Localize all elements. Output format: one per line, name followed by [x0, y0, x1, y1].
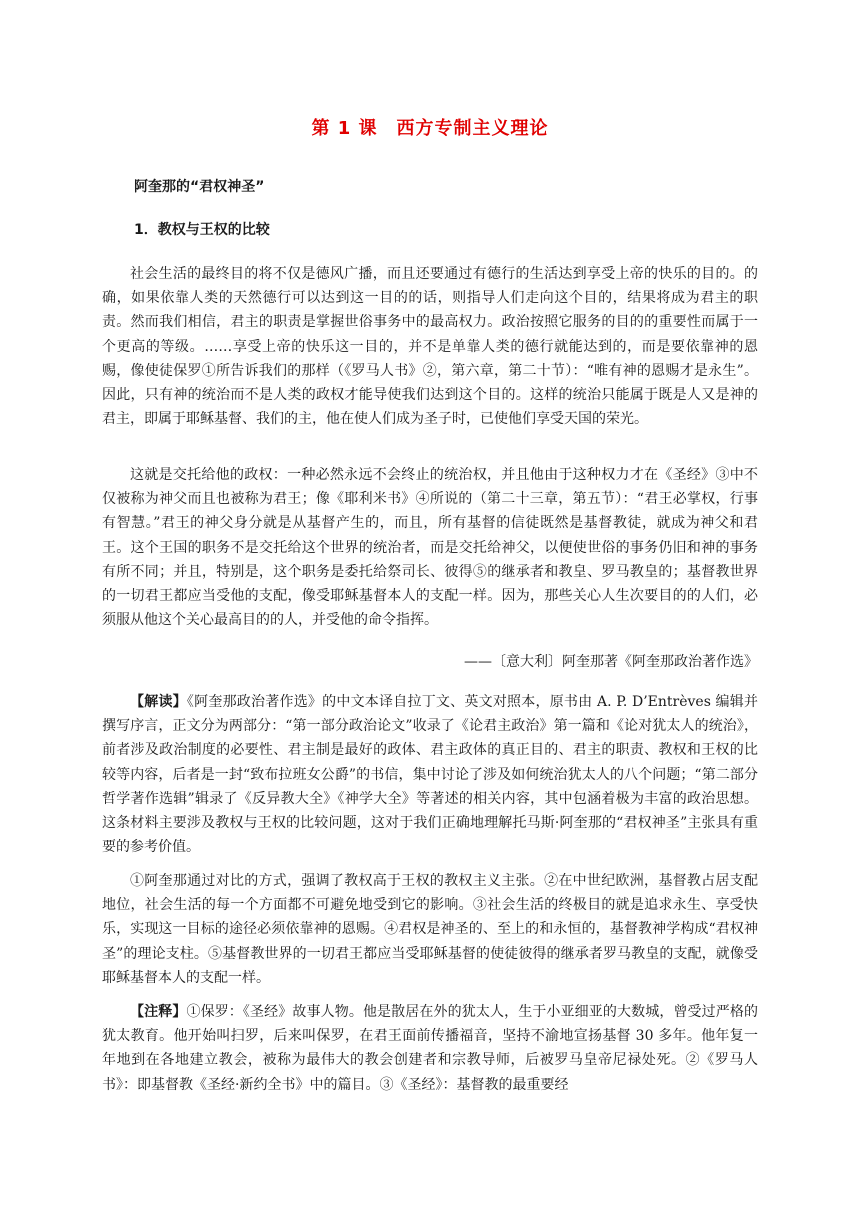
paragraph-1: 社会生活的最终目的将不仅是德风广播，而且还要通过有德行的生活达到享受上帝的快乐的目的。的确，如果依靠人类的天然德行可以达到这一目的的话，则指导人们走向这个目的，结果将成为君主的职责。然而我们相信，君主的职责是掌握世俗事务中的最高权力。政治按照它服务的目的的重要性而属于一个更高的等级。……享受上帝的快乐这一目的，并不是单靠人类的德行就能达到的，而是要依靠神的恩赐，像使徒保罗①所告诉我们的那样（《罗马人书》②，第六章，第二十节）：“唯有神的恩赐才是永生”。因此，只有神的统治而不是人类的政权才能导使我们达到这个目的。这样的统治只能属于既是人又是神的君主，即属于耶稣基督、我们的主，他在使人们成为圣子时，已使他们享受天国的荣光。 [102, 266, 758, 428]
section-heading: 阿奎那的“君权神圣” [134, 179, 265, 195]
notes-text: ①保罗：《圣经》故事人物。他是散居在外的犹太人，生于小亚细亚的大数城，曾受过严格的犹太教育。他开始叫扫罗，后来叫保罗，在君王面前传播福音，坚持不渝地宣扬基督 30 多年。他年复一年地到在各地建立教会，被称为最伟大的教会创建者和宗教导师，后被罗马皇帝尼禄处死。②《罗马人书》：即基督教《圣经·新约全书》中的篇目。③《圣经》：基督教的最重要经 [102, 1004, 759, 1093]
notes-paragraph [102, 1000, 758, 1097]
source-signature: ——〔意大利〕阿奎那著《阿奎那政治著作选》 [464, 654, 758, 670]
sub-heading: 1．教权与王权的比较 [134, 222, 270, 238]
interpretation-paragraph [102, 690, 758, 859]
notes-label: 【注释】 [130, 1004, 187, 1020]
page-title: 第 1 课 西方专制主义理论 [311, 118, 549, 139]
paragraph-2: 这就是交托给他的政权：一种必然永远不会终止的统治权，并且他由于这种权力才在《圣经》③中不仅被称为神父而且也被称为君王；像《耶利米书》④所说的（第二十三章，第五节）：“君王必掌权，行事有智慧。”君王的神父身分就是从基督产生的，而且，所有基督的信徒既然是基督教徒，就成为神父和君王。这个王国的职务不是交托给这个世界的统治者，而是交托给神父，以便使世俗的事务仍旧和神的事务有所不同；并且，特别是，这个职务是委托给祭司长、彼得⑤的继承者和教皇、罗马教皇的；基督教世界的一切君王都应当受他的支配，像受耶稣基督本人的支配一样。因为，那些关心人生次要目的的人们，必须服从他这个关心最高目的的人，并受他的命令指挥。 [102, 467, 758, 629]
points-paragraph: ①阿奎那通过对比的方式，强调了教权高于王权的教权主义主张。②在中世纪欧洲，基督教占居支配地位，社会生活的每一个方面都不可避免地受到它的影响。③社会生活的终极目的就是追求永生、享受快乐，实现这一目标的途径必须依靠神的恩赐。④君权是神圣的、至上的和永恒的，基督教神学构成“君权神圣”的理论支柱。⑤基督教世界的一切君王都应当受耶稣基督的使徒彼得的继承者罗马教皇的支配，就像受耶稣基督本人的支配一样。 [102, 873, 758, 986]
interpretation-label: 【解读】 [130, 694, 187, 710]
interpretation-text: 《阿奎那政治著作选》的中文本译自拉丁文、英文对照本，原书由 A. P. D’Entrèves 编辑并撰写序言，正文分为两部分：“第一部分政治论文”收录了《论君主政治》第一篇和《论对犹太人的统治》，前者涉及政治制度的必要性、君主制是最好的政体、君主政体的真正目的、君主的职责、教权和王权的比较等内容，后者是一封“致布拉班女公爵”的书信，集中讨论了涉及如何统治犹太人的八个问题；“第二部分哲学著作选辑”辑录了《反异教大全》《神学大全》等著述的相关内容，其中包涵着极为丰富的政治思想。这条材料主要涉及教权与王权的比较问题，这对于我们正确地理解托马斯·阿奎那的“君权神圣”主张具有重要的参考价值。 [102, 694, 759, 856]
